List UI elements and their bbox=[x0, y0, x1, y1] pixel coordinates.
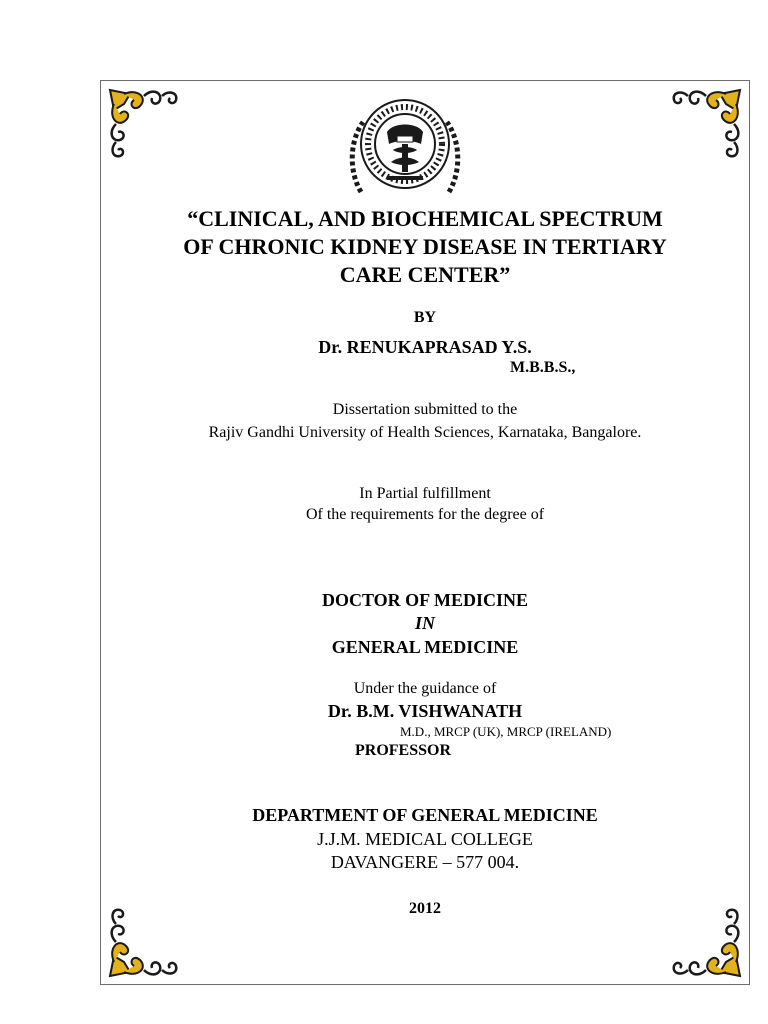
guide-name: Dr. B.M. VISHWANATH bbox=[327, 701, 523, 721]
submission-line-2: Rajiv Gandhi University of Health Sciences, Karnataka, Bangalore. bbox=[208, 424, 642, 441]
dissertation-title-line-1: “CLINICAL, AND BIOCHEMICAL SPECTRUM bbox=[187, 206, 663, 231]
fulfillment-line-2: Of the requirements for the degree of bbox=[305, 506, 545, 523]
corner-ornament-icon bbox=[104, 84, 188, 168]
college-city: DAVANGERE – 577 004. bbox=[330, 852, 520, 872]
submission-year: 2012 bbox=[409, 900, 441, 917]
guidance-intro: Under the guidance of bbox=[353, 680, 497, 697]
dissertation-title-line-2: OF CHRONIC KIDNEY DISEASE IN TERTIARY bbox=[183, 234, 667, 259]
author-name: Dr. RENUKAPRASAD Y.S. bbox=[318, 337, 532, 357]
fulfillment-line-1: In Partial fulfillment bbox=[359, 485, 491, 502]
college-name: J.J.M. MEDICAL COLLEGE bbox=[317, 829, 533, 849]
corner-ornament-icon bbox=[662, 84, 746, 168]
degree-line-2: IN bbox=[414, 613, 435, 633]
guide-qualifications: M.D., MRCP (UK), MRCP (IRELAND) bbox=[400, 724, 612, 739]
author-qualification: M.B.B.S., bbox=[510, 359, 576, 376]
degree-line-1: DOCTOR OF MEDICINE bbox=[321, 590, 528, 610]
by-label: BY bbox=[413, 309, 437, 326]
university-seal-icon bbox=[343, 92, 467, 202]
dissertation-title-line-3: CARE CENTER” bbox=[339, 262, 511, 287]
submission-line-1: Dissertation submitted to the bbox=[332, 401, 518, 418]
degree-line-3: GENERAL MEDICINE bbox=[331, 637, 519, 657]
department-name: DEPARTMENT OF GENERAL MEDICINE bbox=[252, 805, 598, 825]
guide-designation: PROFESSOR bbox=[355, 742, 452, 759]
